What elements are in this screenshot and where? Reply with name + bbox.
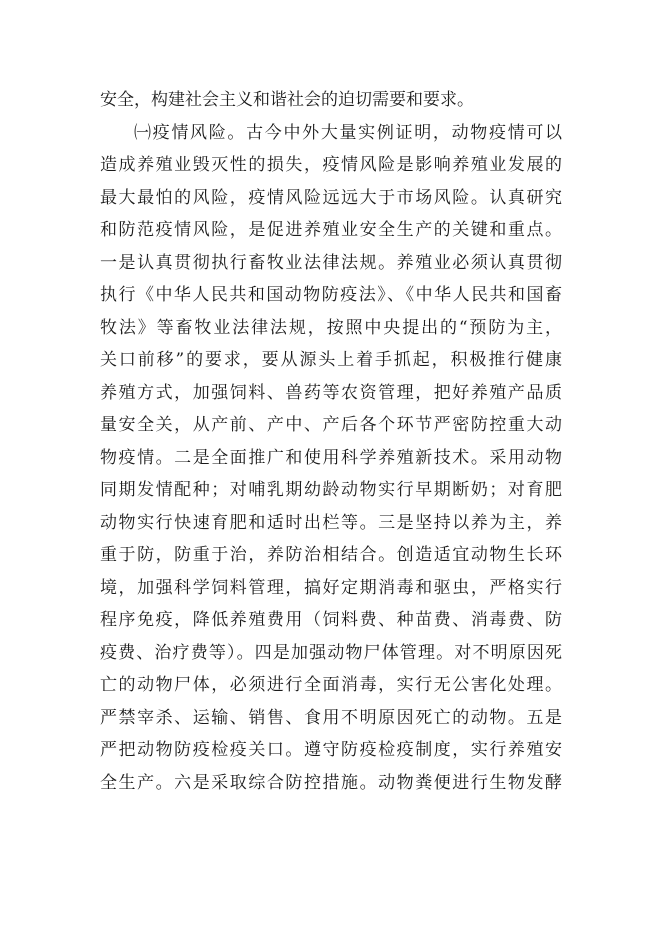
text-line: 一是认真贯彻执行畜牧业法律法规。养殖业必须认真贯彻 [100, 252, 562, 273]
text-line: 和防范疫情风险，是促进养殖业安全生产的关键和重点。 [100, 220, 562, 240]
text-line: 安全，构建社会主义和谐社会的迫切需要和要求。 [100, 90, 474, 110]
text-line: 严把动物防疫检疫关口。遵守防疫检疫制度，实行养殖安 [100, 740, 562, 760]
text-line: 牧法》等畜牧业法律法规，按照中央提出的“预防为主， [100, 317, 562, 338]
text-line: 重于防，防重于治，养防治相结合。创造适宜动物生长环 [100, 545, 562, 565]
text-line: 程序免疫，降低养殖费用（饲料费、种苗费、消毒费、防 [100, 610, 562, 630]
text-line: 亡的动物尸体，必须进行全面消毒，实行无公害化处理。 [100, 675, 562, 695]
text-line: 养殖方式，加强饲料、兽药等农资管理，把好养殖产品质 [100, 382, 562, 403]
text-line: 量安全关，从产前、产中、产后各个环节严密防控重大动 [100, 415, 562, 435]
text-line: 全生产。六是采取综合防控措施。动物粪便进行生物发酵 [100, 772, 562, 793]
text-line: 执行《中华人民共和国动物防疫法》、《中华人民共和国畜 [100, 285, 562, 305]
text-line: ㈠疫情风险。古今中外大量实例证明，动物疫情可以 [134, 122, 562, 143]
text-line: 物疫情。二是全面推广和使用科学养殖新技术。采用动物 [100, 447, 562, 468]
text-line: 最大最怕的风险，疫情风险远远大于市场风险。认真研究 [100, 187, 562, 208]
body-text [100, 84, 562, 799]
text-line: 动物实行快速育肥和适时出栏等。三是坚持以养为主，养 [100, 512, 562, 533]
text-line: 严禁宰杀、运输、销售、食用不明原因死亡的动物。五是 [100, 707, 562, 728]
text-line: 关口前移”的要求，要从源头上着手抓起，积极推行健康 [100, 350, 562, 370]
text-line: 造成养殖业毁灭性的损失，疫情风险是影响养殖业发展的 [100, 155, 562, 175]
text-line: 境，加强科学饲料管理，搞好定期消毒和驱虫，严格实行 [100, 577, 562, 598]
text-line: 同期发情配种；对哺乳期幼龄动物实行早期断奶；对育肥 [100, 480, 562, 500]
text-line: 疫费、治疗费等）。四是加强动物尸体管理。对不明原因死 [100, 642, 562, 663]
